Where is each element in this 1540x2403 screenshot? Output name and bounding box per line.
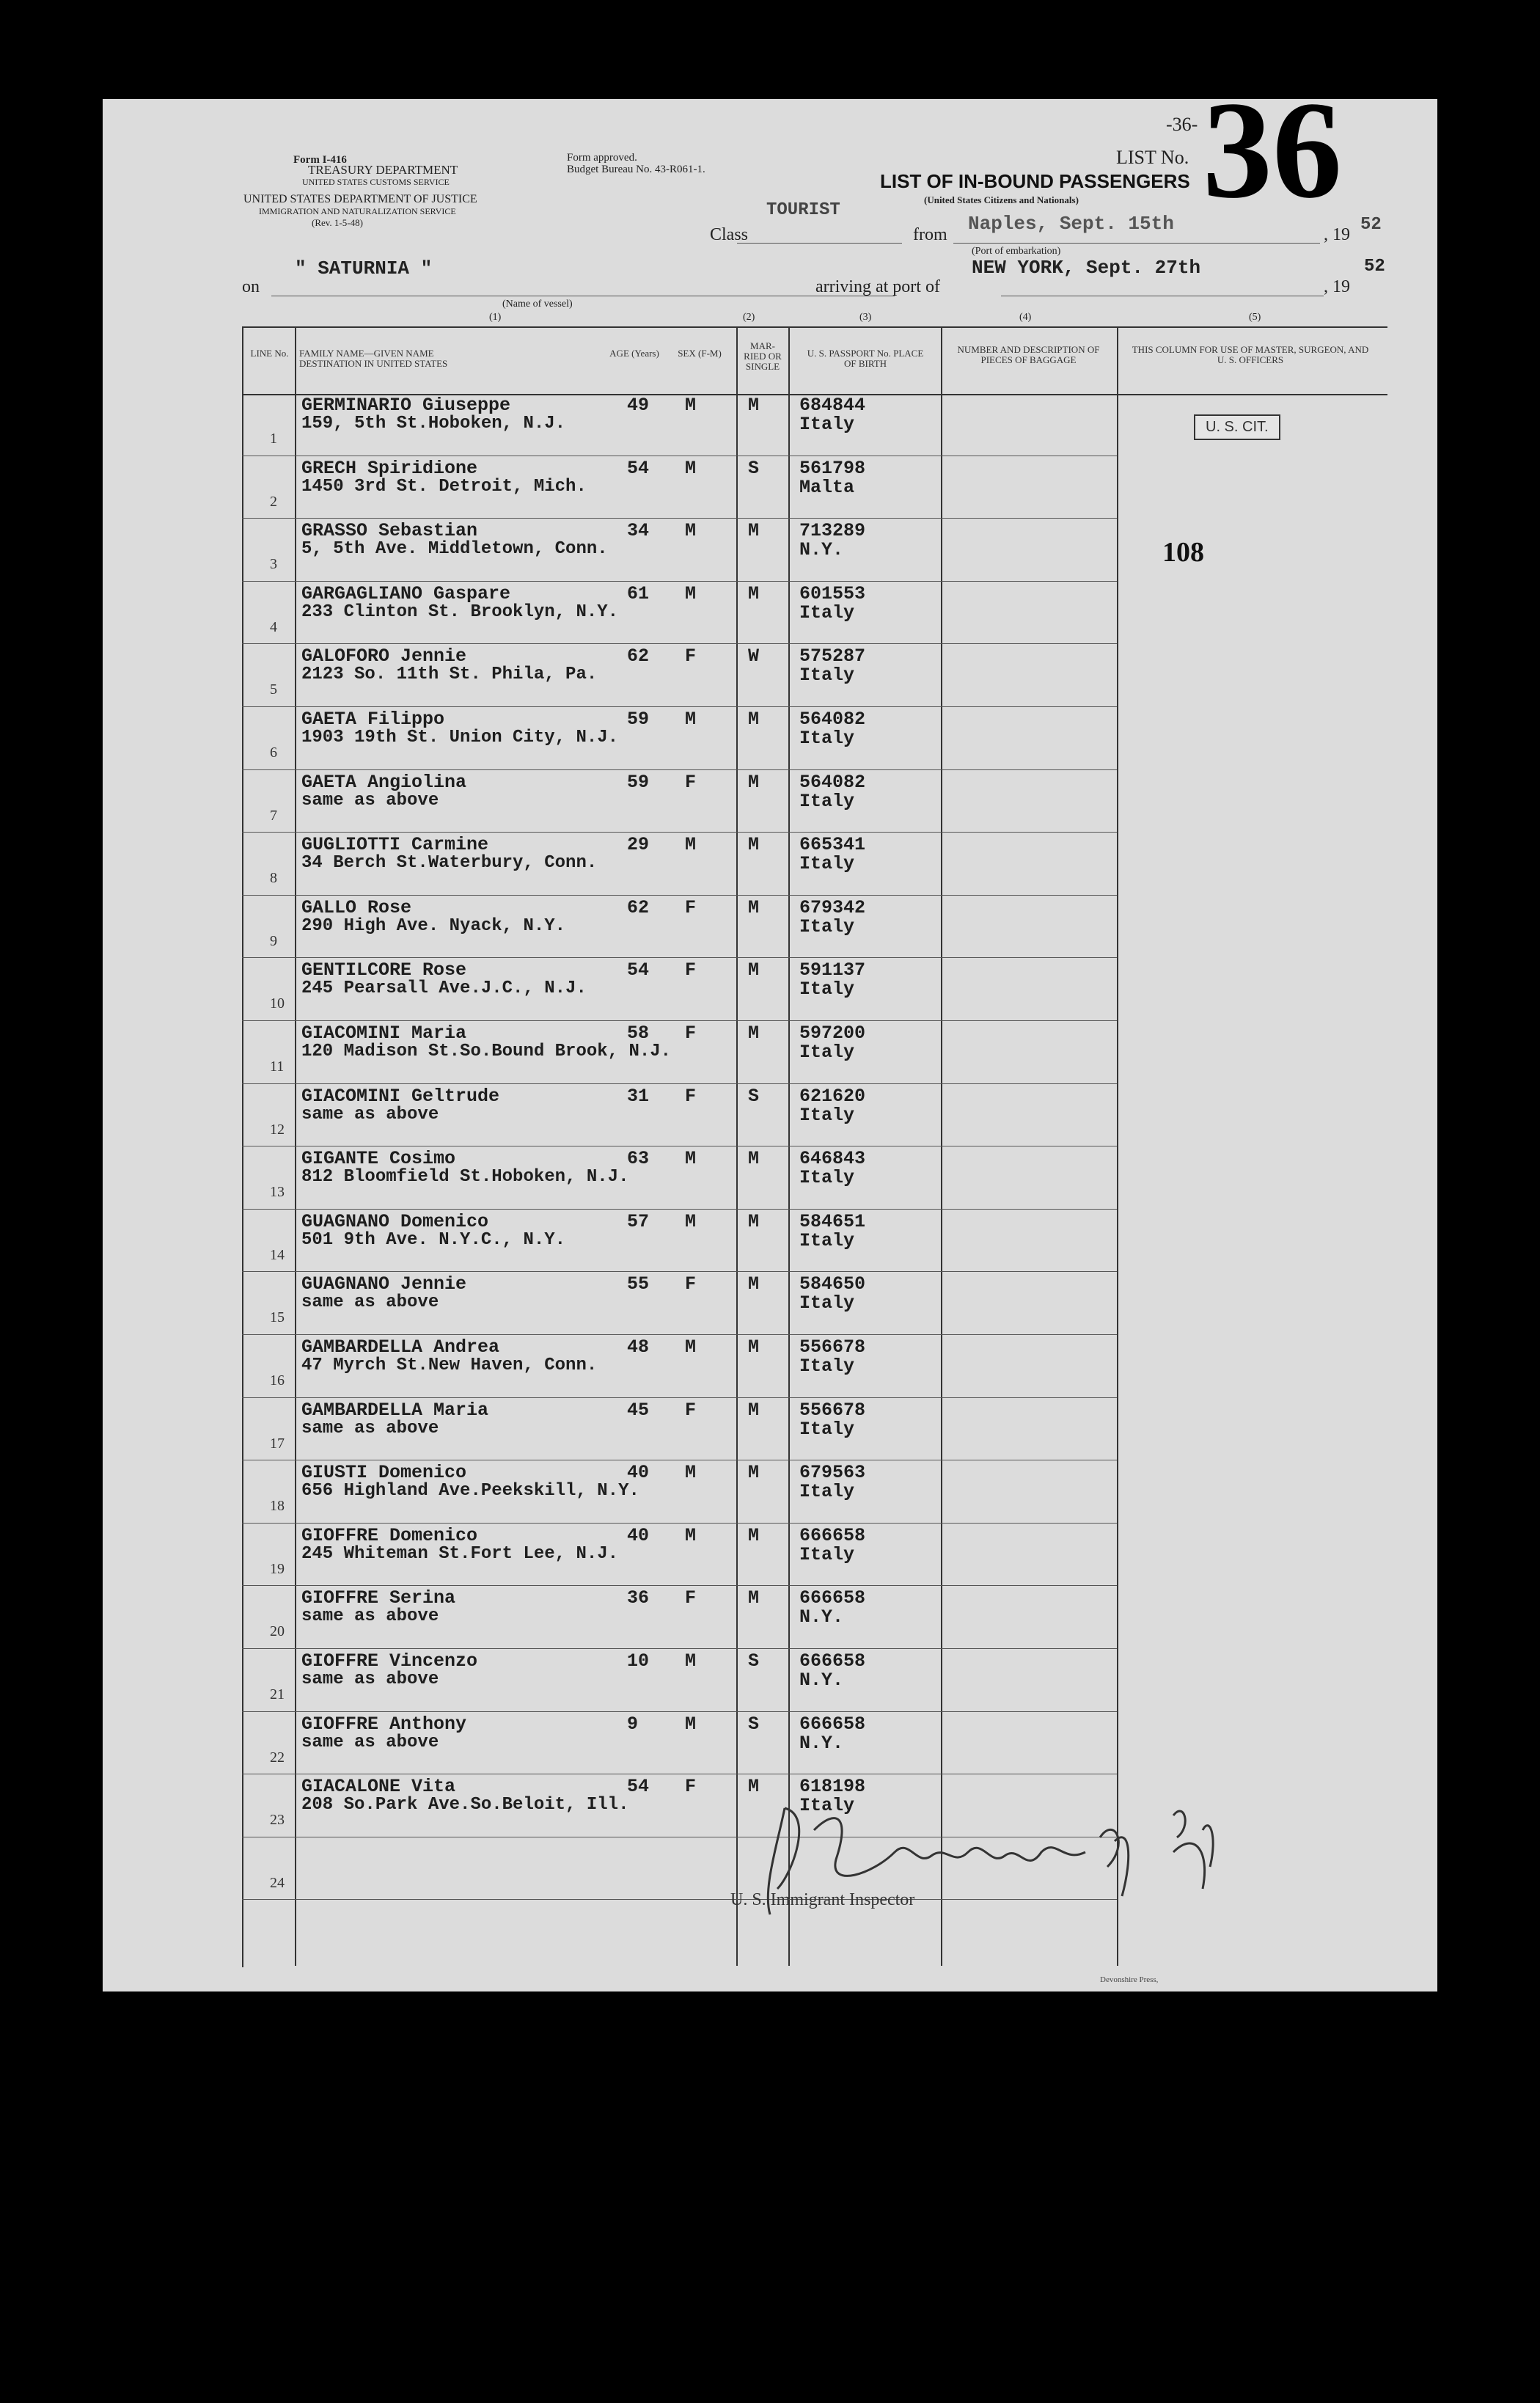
row-marital-status: M — [748, 1462, 760, 1484]
row-line-number: 22 — [270, 1749, 285, 1766]
row-passport-number: 591137 — [799, 959, 866, 981]
row-line-number: 24 — [270, 1874, 285, 1891]
row-birthplace: Italy — [799, 979, 855, 1001]
row-destination: 245 Whiteman St.Fort Lee, N.J. — [301, 1543, 619, 1564]
row-name: GIUSTI Domenico — [301, 1462, 467, 1484]
row-rule — [242, 518, 1117, 519]
port-caption: (Port of embarkation) — [972, 246, 1061, 257]
row-line-number: 21 — [270, 1686, 285, 1702]
row-marital-status: M — [748, 959, 760, 981]
row-line-number: 8 — [270, 870, 277, 887]
from-label: from — [913, 225, 947, 244]
row-passport-number: 556678 — [799, 1336, 866, 1358]
class-value: TOURIST — [766, 200, 840, 220]
row-passport-number: 618198 — [799, 1776, 866, 1798]
col-rule — [1117, 326, 1118, 1966]
row-sex: M — [685, 1148, 697, 1170]
row-marital-status: S — [748, 1085, 760, 1107]
row-rule — [242, 1397, 1117, 1398]
row-marital-status: S — [748, 1713, 760, 1735]
row-name: GARGAGLIANO Gaspare — [301, 582, 511, 604]
row-line-number: 19 — [270, 1560, 285, 1577]
row-destination: 208 So.Park Ave.So.Beloit, Ill. — [301, 1795, 629, 1815]
customs-service: UNITED STATES CUSTOMS SERVICE — [302, 177, 450, 187]
row-passport-number: 561798 — [799, 457, 866, 479]
row-destination: same as above — [301, 1292, 439, 1313]
row-age: 48 — [627, 1336, 650, 1358]
row-age: 62 — [627, 645, 650, 668]
row-rule — [242, 1585, 1117, 1586]
row-birthplace: Italy — [799, 1292, 855, 1314]
row-birthplace: Italy — [799, 414, 855, 435]
row-passport-number: 575287 — [799, 645, 866, 668]
row-rule — [242, 1020, 1117, 1021]
row-name: GIACALONE Vita — [301, 1776, 456, 1798]
row-birthplace: N.Y. — [799, 539, 844, 561]
row-age: 62 — [627, 896, 650, 918]
row-birthplace: Italy — [799, 1356, 855, 1377]
row-marital-status: M — [748, 1524, 760, 1546]
form-number: Form I-416 — [293, 154, 347, 166]
row-sex: M — [685, 834, 697, 856]
row-name: GAETA Angiolina — [301, 771, 467, 793]
row-birthplace: N.Y. — [799, 1732, 844, 1754]
row-marital-status: M — [748, 1776, 760, 1798]
row-passport-number: 584650 — [799, 1273, 866, 1295]
row-rule — [242, 769, 1117, 770]
row-rule — [242, 1209, 1117, 1210]
col-header-passport: U. S. PASSPORT No. PLACE OF BIRTH — [807, 348, 924, 369]
row-line-number: 4 — [270, 618, 277, 635]
row-destination: same as above — [301, 1418, 439, 1438]
budget-bureau: Budget Bureau No. 43-R061-1. — [567, 164, 705, 175]
row-name: GIACOMINI Geltrude — [301, 1085, 500, 1107]
row-name: GUGLIOTTI Carmine — [301, 834, 489, 856]
row-destination: same as above — [301, 1606, 439, 1627]
row-birthplace: Italy — [799, 1042, 855, 1063]
row-age: 9 — [627, 1713, 639, 1735]
row-sex: F — [685, 1399, 697, 1421]
row-sex: M — [685, 1210, 697, 1232]
row-rule — [242, 643, 1117, 644]
row-marital-status: M — [748, 1273, 760, 1295]
officer-note: 108 — [1162, 537, 1204, 568]
row-name: GIOFFRE Anthony — [301, 1713, 467, 1735]
row-destination: 34 Berch St.Waterbury, Conn. — [301, 853, 598, 874]
col-header-name: FAMILY NAME—GIVEN NAME DESTINATION IN UNITED STATES — [299, 348, 448, 369]
row-marital-status: M — [748, 1210, 760, 1232]
row-age: 54 — [627, 1776, 650, 1798]
row-age: 29 — [627, 834, 650, 856]
row-age: 40 — [627, 1462, 650, 1484]
list-no-handwritten: -36- — [1166, 114, 1198, 135]
row-line-number: 3 — [270, 556, 277, 573]
row-line-number: 5 — [270, 681, 277, 698]
row-name: GUAGNANO Jennie — [301, 1273, 467, 1295]
arrival-value: NEW YORK, Sept. 27th — [972, 257, 1201, 279]
class-label: Class — [710, 225, 749, 244]
row-age: 54 — [627, 457, 650, 479]
row-line-number: 13 — [270, 1184, 285, 1201]
row-destination: same as above — [301, 1732, 439, 1752]
row-line-number: 20 — [270, 1623, 285, 1640]
row-name: GERMINARIO Giuseppe — [301, 395, 511, 416]
row-birthplace: Italy — [799, 1229, 855, 1251]
row-name: GENTILCORE Rose — [301, 959, 467, 981]
row-birthplace: Italy — [799, 728, 855, 749]
col-header-baggage: NUMBER AND DESCRIPTION OF PIECES OF BAGGAGE — [957, 344, 1100, 365]
row-destination: 245 Pearsall Ave.J.C., N.J. — [301, 979, 587, 999]
row-birthplace: Italy — [799, 601, 855, 623]
row-birthplace: Italy — [799, 915, 855, 937]
row-birthplace: Italy — [799, 1104, 855, 1126]
row-name: GRASSO Sebastian — [301, 520, 478, 542]
row-marital-status: M — [748, 520, 760, 542]
inspector-label: U. S. Immigrant Inspector — [730, 1890, 915, 1909]
row-marital-status: M — [748, 395, 760, 416]
row-sex: F — [685, 645, 697, 668]
year-value-1: 52 — [1360, 215, 1382, 235]
row-birthplace: Italy — [799, 1418, 855, 1440]
row-rule — [242, 832, 1117, 833]
row-marital-status: M — [748, 771, 760, 793]
col-header-officers: THIS COLUMN FOR USE OF MASTER, SURGEON, AND U. S. OFFICERS — [1132, 344, 1369, 365]
row-line-number: 14 — [270, 1246, 285, 1263]
row-destination: same as above — [301, 1669, 439, 1689]
row-destination: 120 Madison St.So.Bound Brook, N.J. — [301, 1042, 672, 1061]
justice-dept: UNITED STATES DEPARTMENT OF JUSTICE — [243, 193, 477, 205]
passenger-list-page — [103, 73, 1437, 1991]
row-rule — [242, 895, 1117, 896]
row-name: GIOFFRE Serina — [301, 1587, 456, 1609]
row-passport-number: 621620 — [799, 1085, 866, 1107]
row-name: GIOFFRE Domenico — [301, 1524, 478, 1546]
row-marital-status: M — [748, 582, 760, 604]
row-destination: same as above — [301, 1104, 439, 1124]
row-line-number: 7 — [270, 807, 277, 824]
list-number-large: 36 — [1203, 73, 1342, 227]
row-rule — [242, 1648, 1117, 1649]
row-rule — [242, 1271, 1117, 1272]
row-line-number: 10 — [270, 995, 285, 1012]
row-destination: 812 Bloomfield St.Hoboken, N.J. — [301, 1167, 629, 1188]
row-passport-number: 679342 — [799, 896, 866, 918]
row-destination: 2123 So. 11th St. Phila, Pa. — [301, 665, 598, 685]
row-name: GALLO Rose — [301, 896, 412, 918]
row-marital-status: M — [748, 709, 760, 730]
row-name: GIACOMINI Maria — [301, 1023, 467, 1044]
row-name: GAMBARDELLA Andrea — [301, 1336, 500, 1358]
col-header-married: MAR-RIED OR SINGLE — [744, 340, 782, 372]
row-name: GAMBARDELLA Maria — [301, 1399, 489, 1421]
arriving-label: arriving at port of — [815, 277, 940, 296]
row-destination: 1450 3rd St. Detroit, Mich. — [301, 476, 587, 497]
row-destination: same as above — [301, 790, 439, 811]
row-birthplace: Italy — [799, 790, 855, 812]
treasury-dept: TREASURY DEPARTMENT — [308, 163, 458, 177]
us-citizen-stamp: U. S. CIT. — [1194, 414, 1280, 440]
row-marital-status: S — [748, 1650, 760, 1672]
row-destination: 5, 5th Ave. Middletown, Conn. — [301, 539, 608, 560]
row-age: 49 — [627, 395, 650, 416]
row-passport-number: 666658 — [799, 1587, 866, 1609]
row-line-number: 16 — [270, 1372, 285, 1389]
row-passport-number: 666658 — [799, 1650, 866, 1672]
row-name: GUAGNANO Domenico — [301, 1210, 489, 1232]
row-age: 63 — [627, 1148, 650, 1170]
row-rule — [242, 706, 1117, 707]
row-name: GAETA Filippo — [301, 709, 445, 730]
row-passport-number: 679563 — [799, 1462, 866, 1484]
row-passport-number: 665341 — [799, 834, 866, 856]
row-rule — [242, 1523, 1117, 1524]
row-line-number: 6 — [270, 745, 277, 761]
row-age: 31 — [627, 1085, 650, 1107]
vessel-caption: (Name of vessel) — [502, 299, 573, 310]
row-sex: F — [685, 771, 697, 793]
from-underline — [953, 243, 1320, 244]
row-sex: F — [685, 1085, 697, 1107]
vessel-name: " SATURNIA " — [295, 257, 433, 279]
row-marital-status: M — [748, 1587, 760, 1609]
row-sex: F — [685, 959, 697, 981]
row-line-number: 18 — [270, 1498, 285, 1515]
row-age: 54 — [627, 959, 650, 981]
row-name: GIOFFRE Vincenzo — [301, 1650, 478, 1672]
row-destination: 1903 19th St. Union City, N.J. — [301, 728, 619, 747]
row-sex: F — [685, 1587, 697, 1609]
row-sex: M — [685, 709, 697, 730]
row-destination: 159, 5th St.Hoboken, N.J. — [301, 414, 566, 434]
row-line-number: 2 — [270, 493, 277, 510]
col-num-2: (2) — [743, 312, 755, 323]
row-passport-number: 601553 — [799, 582, 866, 604]
row-passport-number: 713289 — [799, 520, 866, 542]
row-sex: M — [685, 582, 697, 604]
row-marital-status: W — [748, 645, 760, 668]
row-destination: 656 Highland Ave.Peekskill, N.Y. — [301, 1481, 639, 1502]
row-passport-number: 564082 — [799, 709, 866, 730]
row-birthplace: Malta — [799, 476, 855, 498]
col-header-age: AGE (Years) — [609, 348, 659, 359]
row-line-number: 23 — [270, 1812, 285, 1829]
from-value: Naples, Sept. 15th — [968, 213, 1174, 235]
row-age: 10 — [627, 1650, 650, 1672]
row-sex: F — [685, 1023, 697, 1044]
row-age: 59 — [627, 709, 650, 730]
row-sex: M — [685, 520, 697, 542]
row-marital-status: M — [748, 1023, 760, 1044]
col-num-4: (4) — [1019, 312, 1032, 323]
col-header-line: LINE No. — [250, 348, 289, 359]
row-birthplace: N.Y. — [799, 1606, 844, 1628]
class-underline — [737, 243, 902, 244]
row-line-number: 9 — [270, 932, 277, 949]
row-rule — [242, 957, 1117, 958]
row-name: GRECH Spiridione — [301, 457, 478, 479]
row-marital-status: M — [748, 896, 760, 918]
row-age: 59 — [627, 771, 650, 793]
row-sex: F — [685, 1776, 697, 1798]
list-no-label: LIST No. — [1116, 147, 1189, 168]
row-passport-number: 556678 — [799, 1399, 866, 1421]
row-passport-number: 666658 — [799, 1713, 866, 1735]
row-line-number: 11 — [270, 1058, 285, 1075]
row-sex: F — [685, 896, 697, 918]
row-sex: M — [685, 395, 697, 416]
row-rule — [242, 1334, 1117, 1335]
row-name: GALOFORO Jennie — [301, 645, 467, 668]
row-destination: 233 Clinton St. Brooklyn, N.Y. — [301, 601, 619, 622]
row-marital-status: M — [748, 1336, 760, 1358]
row-line-number: 1 — [270, 431, 277, 447]
col-num-1: (1) — [489, 312, 502, 323]
row-marital-status: S — [748, 457, 760, 479]
year-suffix-2: , 19 — [1324, 277, 1350, 296]
row-sex: M — [685, 1524, 697, 1546]
ins-service: IMMIGRATION AND NATURALIZATION SERVICE — [259, 206, 456, 216]
row-birthplace: Italy — [799, 853, 855, 875]
row-destination: 47 Myrch St.New Haven, Conn. — [301, 1356, 598, 1375]
year-suffix-1: , 19 — [1324, 225, 1350, 244]
inspector-signature — [733, 1786, 1320, 1933]
row-sex: M — [685, 1713, 697, 1735]
row-destination: 501 9th Ave. N.Y.C., N.Y. — [301, 1229, 566, 1250]
row-birthplace: Italy — [799, 1481, 855, 1503]
row-passport-number: 564082 — [799, 771, 866, 793]
row-age: 61 — [627, 582, 650, 604]
row-age: 55 — [627, 1273, 650, 1295]
row-destination: 290 High Ave. Nyack, N.Y. — [301, 915, 566, 936]
row-age: 58 — [627, 1023, 650, 1044]
row-sex: M — [685, 1650, 697, 1672]
row-birthplace: Italy — [799, 1543, 855, 1565]
row-line-number: 12 — [270, 1121, 285, 1138]
row-birthplace: N.Y. — [799, 1669, 844, 1691]
row-passport-number: 597200 — [799, 1023, 866, 1044]
row-passport-number: 646843 — [799, 1148, 866, 1170]
list-title-sub: (United States Citizens and Nationals) — [924, 194, 1079, 205]
year-value-2: 52 — [1364, 257, 1385, 277]
row-birthplace: Italy — [799, 665, 855, 687]
row-name: GIGANTE Cosimo — [301, 1148, 456, 1170]
row-rule — [242, 581, 1117, 582]
form-approved: Form approved. — [567, 152, 637, 164]
row-age: 57 — [627, 1210, 650, 1232]
row-marital-status: M — [748, 1399, 760, 1421]
col-num-5: (5) — [1249, 312, 1261, 323]
row-age: 36 — [627, 1587, 650, 1609]
row-marital-status: M — [748, 1148, 760, 1170]
row-passport-number: 584651 — [799, 1210, 866, 1232]
list-title: LIST OF IN-BOUND PASSENGERS — [880, 170, 1190, 192]
row-sex: F — [685, 1273, 697, 1295]
row-rule — [242, 1711, 1117, 1712]
row-birthplace: Italy — [799, 1795, 855, 1817]
row-age: 45 — [627, 1399, 650, 1421]
col-num-3: (3) — [859, 312, 872, 323]
row-passport-number: 666658 — [799, 1524, 866, 1546]
row-age: 40 — [627, 1524, 650, 1546]
row-age: 34 — [627, 520, 650, 542]
row-sex: M — [685, 457, 697, 479]
col-header-sex: SEX (F-M) — [678, 348, 722, 359]
row-birthplace: Italy — [799, 1167, 855, 1189]
row-line-number: 17 — [270, 1435, 285, 1452]
row-sex: M — [685, 1462, 697, 1484]
printer-mark: Devonshire Press, — [1100, 1975, 1159, 1984]
row-line-number: 15 — [270, 1309, 285, 1326]
revision: (Rev. 1-5-48) — [312, 217, 363, 228]
on-label: on — [242, 277, 260, 296]
row-sex: M — [685, 1336, 697, 1358]
row-passport-number: 684844 — [799, 395, 866, 416]
row-marital-status: M — [748, 834, 760, 856]
row-rule — [242, 1083, 1117, 1084]
